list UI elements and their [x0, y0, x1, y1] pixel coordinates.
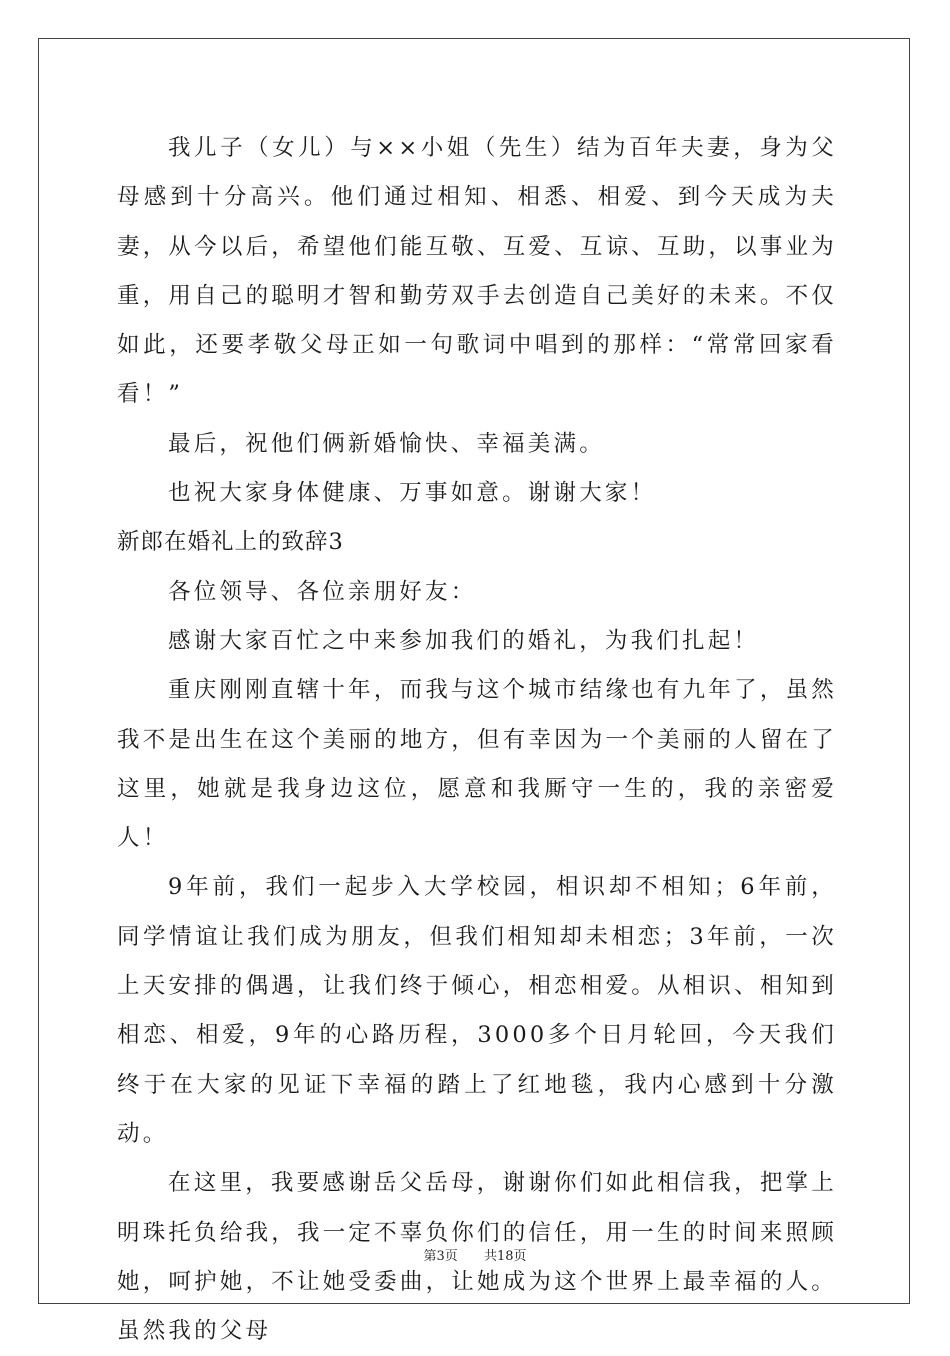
page-total: 共18页 [484, 1249, 527, 1264]
paragraph: 最后，祝他们俩新婚愉快、幸福美满。 [168, 430, 605, 457]
page-number: 第3页 [423, 1249, 458, 1264]
section-heading: 新郎在婚礼上的致辞3 [117, 529, 344, 556]
paragraph: 也祝大家身体健康、万事如意。谢谢大家！ [168, 480, 657, 507]
paragraph: 重庆刚刚直辖十年，而我与这个城市结缘也有九年了，虽然我不是出生在这个美丽的地方，但有幸因为一个美丽的人留在了这里，她就是我身边这位，愿意和我厮守一生的，我的亲密爱人！ [117, 677, 837, 852]
paragraph: 我儿子（女儿）与××小姐（先生）结为百年夫妻，身为父母感到十分高兴。他们通过相知、相悉、相爱、到今天成为夫妻，从今以后，希望他们能互敬、互爱、互谅、互助，以事业为重，用自己的聪明才智和勤劳双手去创造自己美好的未来。不仅如此，还要孝敬父母正如一句歌词中唱到的那样：“常常回家看看！” [117, 135, 837, 408]
document-body [117, 124, 837, 1356]
page-footer [0, 1245, 950, 1264]
paragraph: 感谢大家百忙之中来参加我们的婚礼，为我们扎起！ [168, 627, 760, 654]
paragraph: 各位领导、各位亲朋好友： [168, 578, 477, 605]
paragraph: 在这里，我要感谢岳父岳母，谢谢你们如此相信我，把掌上明珠托负给我，我一定不辜负你们的信任，用一生的时间来照顾她，呵护她，不让她受委曲，让她成为这个世界上最幸福的人。虽然我的父母 [117, 1170, 837, 1345]
paragraph: 9年前，我们一起步入大学校园，相识却不相知；6年前，同学情谊让我们成为朋友，但我们相知却未相恋；3年前，一次上天安排的偶遇，让我们终于倾心，相恋相爱。从相识、相知到相恋、相爱，9年的心路历程，3000多个日月轮回，今天我们终于在大家的见证下幸福的踏上了红地毯，我内心感到十分激动。 [117, 874, 837, 1147]
